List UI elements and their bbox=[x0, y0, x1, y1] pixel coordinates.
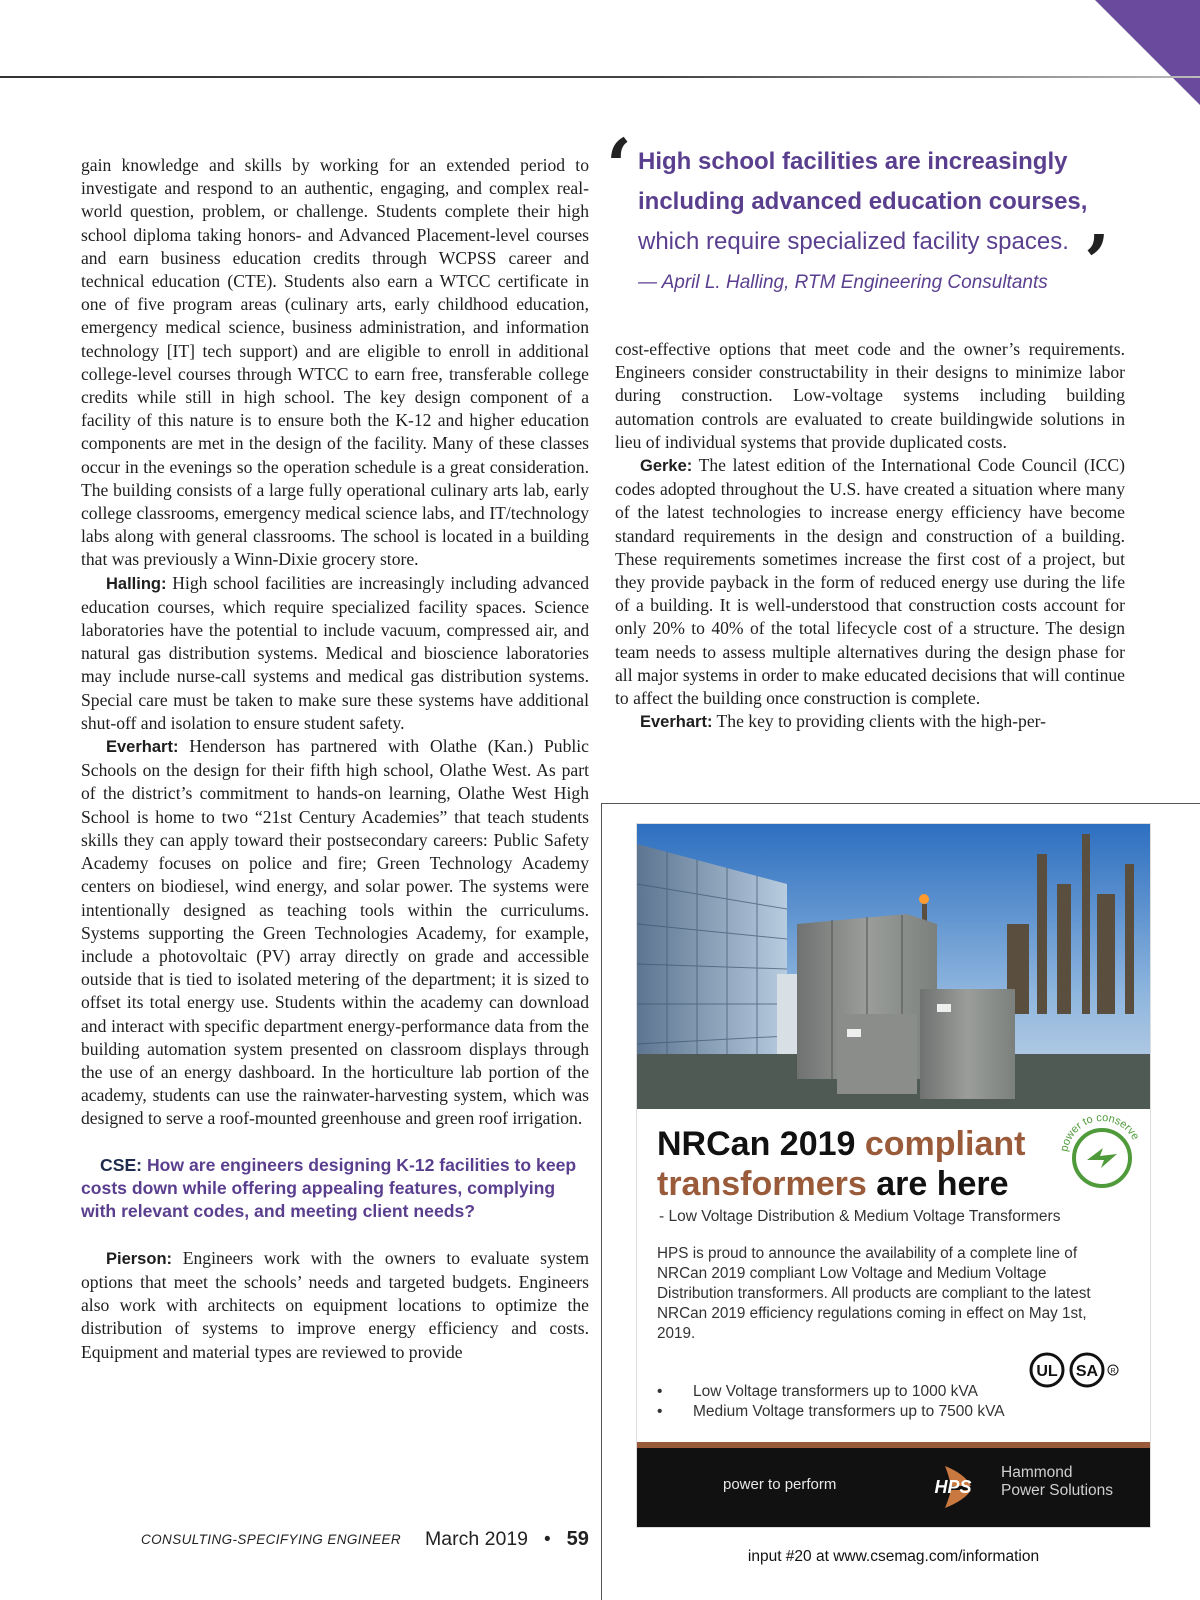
paragraph: gain knowledge and skills by working for an extended period to investigate and respond to an authentic, engaging, and complex real-world question, problem, or challenge. Students complete their high school diploma taking honors- and Advanced Placement-level courses and earn business education credits through WCPSS career and technical education (CTE). Students also earn a WTCC certificate in one of five program areas (culinary arts, early childhood education, emergency medical science, business administration, and information technology [IT] tech support) and are eligible to enroll in additional college-level courses through WTCC to earn free, transferable college credits while still in high school. The key design component of a facility of this nature is to ensure both the K-12 and higher education components are met in the design of the facility. Many of these classes occur in the evenings so the operation schedule is a great consideration. The building consists of a large fully operational culinary arts lab, early college classrooms, emergency medical science labs, and IT/technology labs along with general classrooms. The school is located in a building that was previously a Winn-Dixie grocery store. bbox=[81, 155, 589, 570]
svg-text:R: R bbox=[1110, 1368, 1116, 1375]
pull-quote-attribution: — April L. Halling, RTM Engineering Consultants bbox=[638, 272, 1048, 293]
speaker-name: Pierson: bbox=[106, 1249, 173, 1268]
csa-mark: SA bbox=[1075, 1363, 1099, 1380]
ad-body: HPS is proud to announce the availability of a complete line of NRCan 2019 compliant Low Voltage and Medium Voltage Distribution transformers. All products are compliant to the latest NRCan 2019 efficiency regulations coming in effect on May 1st, 2019. bbox=[657, 1245, 1091, 1342]
paragraph-text: Henderson has partnered with Olathe (Kan.) Public Schools on the design for their fifth high school, Olathe West. As part of the district’s commitment to hands-on learning, Olathe West High School is home to two “21st Century Academies” that teach students skills they can apply toward their postsecondary careers: Public Safety Academy focuses on police and fire; Green Technology Academy centers on biodiesel, wind energy, and solar power. The systems were intentionally designed as teaching tools within the curriculums. Systems supporting the Green Technologies Academy, for example, include a photovoltaic (PV) array directly on grade and accessible outside that is tied to isolated metering of the department; it is sized to offset its total energy use. Students within the academy can download and interact with specific department energy-performance data from the building automation system presented on classroom displays through the use of an energy dashboard. In the horticulture lab portion of the academy, students can use the rainwater-harvesting system, which was designed to serve a roof-mounted greenhouse and green roof irrigation. bbox=[81, 736, 589, 1129]
cse-label: CSE: bbox=[100, 1154, 143, 1175]
paragraph bbox=[81, 735, 589, 1130]
ad-company-name bbox=[1001, 1464, 1113, 1500]
ad-footer bbox=[637, 1448, 1151, 1528]
paragraph bbox=[615, 454, 1125, 710]
speaker-name: Everhart: bbox=[640, 713, 713, 732]
hps-mark-text: HPS bbox=[934, 1477, 972, 1497]
speaker-name: Gerke: bbox=[640, 457, 693, 476]
ad-tagline: power to perform bbox=[723, 1476, 837, 1493]
cse-question-text: How are engineers designing K-12 facilities to keep costs down while offering appealing features, complying with relevant codes, and meeting client needs? bbox=[81, 1154, 577, 1222]
ad-headline-part: NRCan 2019 bbox=[657, 1125, 856, 1163]
power-to-conserve-logo bbox=[1057, 1108, 1147, 1198]
ad-headline-part: are here bbox=[876, 1165, 1009, 1203]
speaker-name: Halling: bbox=[106, 574, 167, 593]
close-quote-mark: ’ bbox=[1084, 220, 1110, 306]
ad-reader-service-caption[interactable]: input #20 at www.csemag.com/information bbox=[747, 1548, 1040, 1565]
logo-text: power to conserve bbox=[1058, 1111, 1142, 1153]
right-column bbox=[615, 338, 1125, 734]
transformer-photo bbox=[637, 824, 1151, 1109]
speaker-name: Everhart: bbox=[106, 738, 179, 757]
ad-bullet-list bbox=[657, 1382, 1137, 1422]
ad-headline-accent: compliant bbox=[864, 1125, 1026, 1163]
list-item: • Medium Voltage transformers up to 7500 kVA bbox=[657, 1402, 1137, 1422]
corner-tab-decoration bbox=[1095, 0, 1200, 105]
paragraph bbox=[81, 572, 589, 735]
left-column bbox=[81, 154, 589, 1364]
paragraph-text: The latest edition of the International Code Council (ICC) codes adopted throughout the U.S. have created a situation where many of the latest technologies to increase energy efficiency have become standard requirements in the design and construction of a building. These requirements sometimes increase the first cost of a project, but they provide payback in the form of reduced energy use during the life of a building. It is well-understood that construction costs account for only 20% to 40% of the total lifecycle cost of a structure. The design team needs to assess multiple alternatives during the design phase for all major systems in order to make educated decisions that will continue to affect the building once construction is complete. bbox=[615, 455, 1125, 709]
pull-quote-text bbox=[638, 142, 1114, 262]
paragraph bbox=[81, 1247, 589, 1364]
pull-quote-regular: which require specialized facility spaces. bbox=[638, 228, 1069, 255]
paragraph-text: High school facilities are increasingly including advanced education courses, which require specialized facility spaces. Science laboratories have the potential to include vacuum, compressed air, and natural gas distribution systems. Medical and bioscience laboratories may include nurse-call systems and medical gas distribution systems. Special care must be taken to make sure these systems have additional shut-off and isolation to ensure student safety. bbox=[81, 572, 589, 733]
ad-headline bbox=[657, 1124, 1057, 1204]
hps-logo-icon bbox=[915, 1462, 991, 1512]
paragraph: cost-effective options that meet code and the owner’s requirements. Engineers consider constructability in their designs to minimize labor during construction. Low-voltage systems including building automation controls are evaluated to create buildingwide solutions in lieu of individual systems that provide duplicated costs. bbox=[615, 339, 1125, 452]
company-line: Hammond bbox=[1001, 1464, 1073, 1481]
open-quote-mark: ‘ bbox=[606, 124, 632, 210]
ul-mark: UL bbox=[1036, 1363, 1058, 1380]
page-folio bbox=[141, 1528, 589, 1558]
issue-date: March 2019 bbox=[425, 1528, 529, 1550]
advertisement[interactable] bbox=[636, 823, 1151, 1528]
pull-quote-bold: High school facilities are increasingly including advanced education courses, bbox=[638, 148, 1088, 215]
list-item: • Low Voltage transformers up to 1000 kVA bbox=[657, 1382, 1137, 1402]
company-line: Power Solutions bbox=[1001, 1482, 1114, 1499]
pull-quote bbox=[606, 124, 1114, 306]
publication-name: CONSULTING-SPECIFYING ENGINEER bbox=[141, 1532, 402, 1547]
cse-question bbox=[81, 1154, 589, 1224]
paragraph bbox=[615, 710, 1125, 734]
paragraph-text: The key to providing clients with the high-per- bbox=[716, 711, 1047, 732]
paragraph-text: Engineers work with the owners to evaluate system options that meet the schools’ needs and targeted budgets. Engineers also work with architects on equipment locations to optimize the distribution of systems to improve energy efficiency and costs. Equipment and material types are reviewed to provide bbox=[81, 1247, 589, 1362]
page-number: 59 bbox=[566, 1528, 589, 1550]
folio-separator: • bbox=[544, 1528, 551, 1550]
ad-subheading: - Low Voltage Distribution & Medium Voltage Transformers bbox=[659, 1208, 1061, 1225]
header-rule bbox=[0, 76, 1200, 78]
ad-headline-accent: transformers bbox=[657, 1165, 867, 1203]
